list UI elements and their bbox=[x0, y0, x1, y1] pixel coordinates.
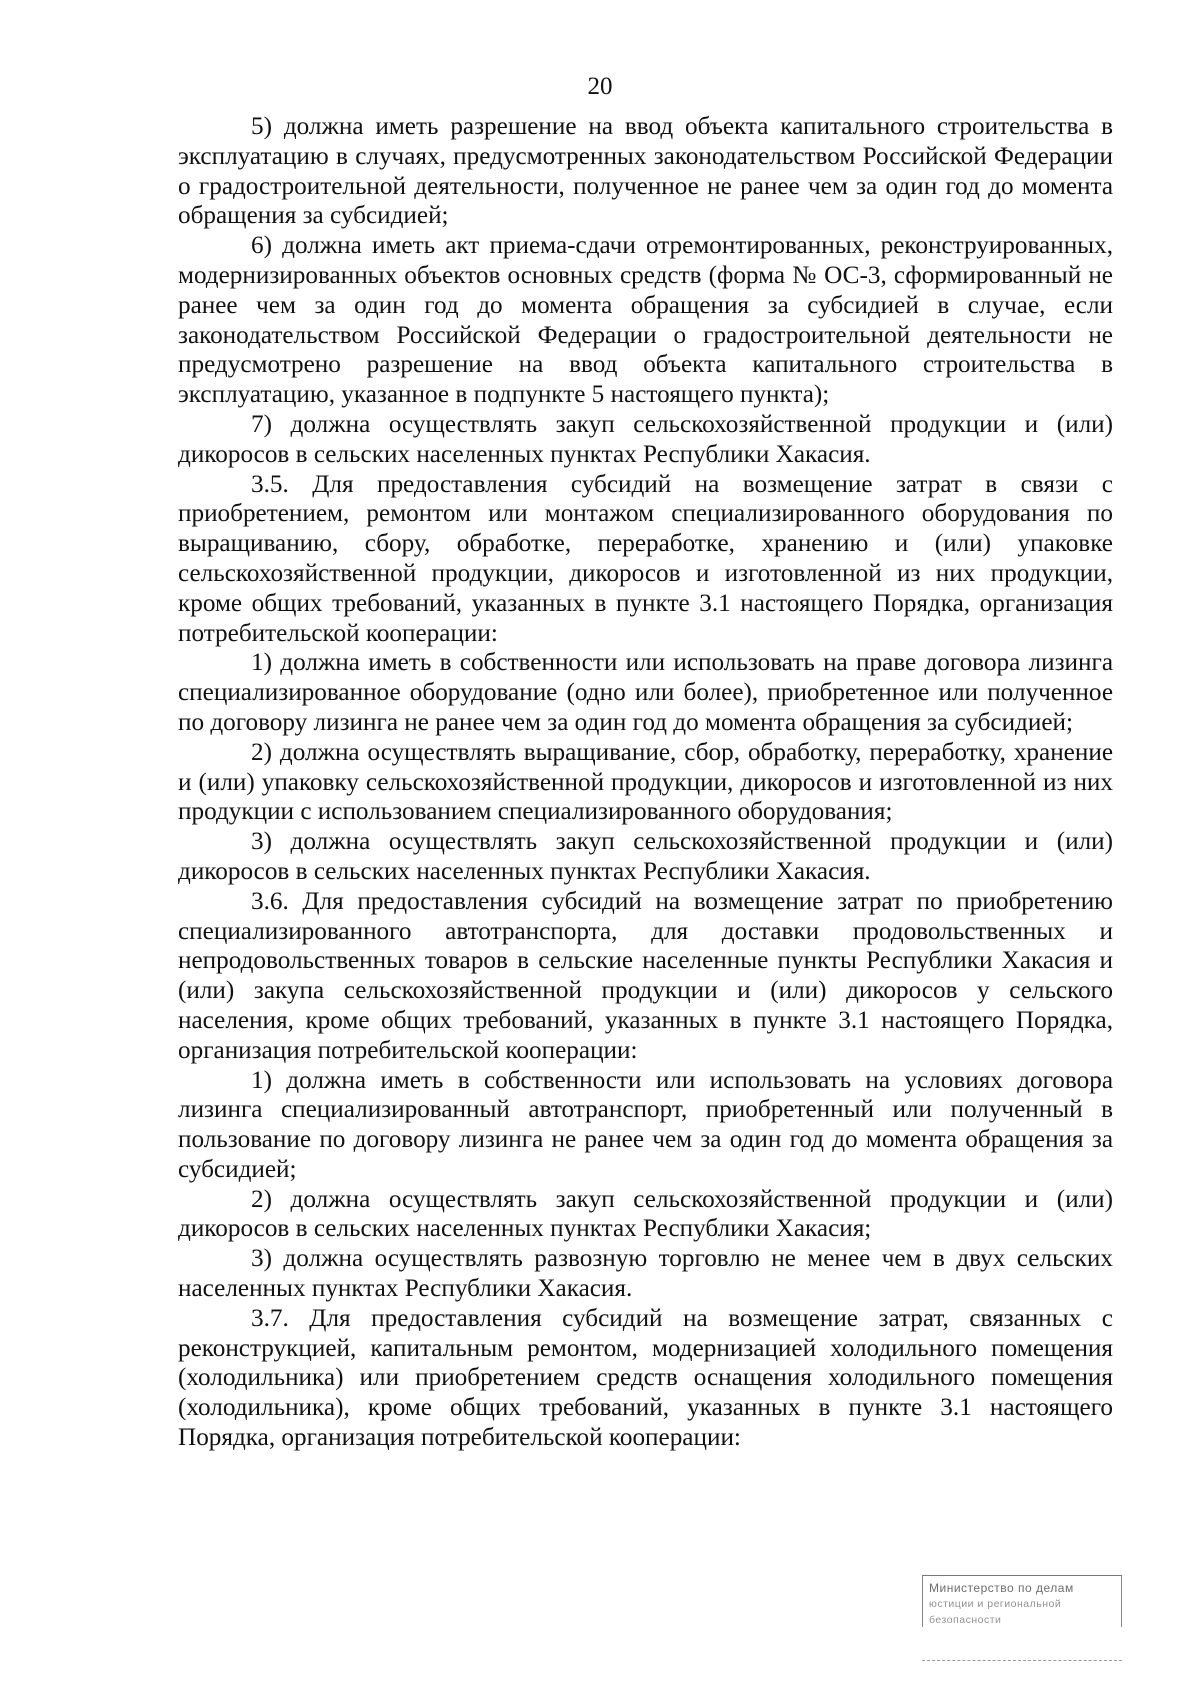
paragraph-item-7: 7) должна осуществлять закуп сельскохозяйственной продукции и (или) дикоросов в сельских населенных пунктах Республики Хакасия. bbox=[178, 410, 1113, 468]
stamp-line-1: Министерство по делам bbox=[929, 1581, 1074, 1595]
paragraph-item-6: 6) должна иметь акт приема-сдачи отремонтированных, реконструированных, модернизированных объектов основных средств (форма № ОС-3, сформированный не ранее чем за один год до момента обращения за субсидией в случае, если законодательством Российской Федерации о градостроительной деятельности не предусмотрено разрешение на ввод объекта капитального строительства в эксплуатацию, указанное в подпункте 5 настоящего пункта); bbox=[178, 232, 1113, 409]
paragraph-section-3-5: 3.5. Для предоставления субсидий на возмещение затрат в связи с приобретением, ремонтом или монтажом специализированного оборудования по выращиванию, сбору, обработке, переработке, хранению и (или) упаковке сельскохозяйственной продукции, дикоросов и изготовленной из них продукции, кроме общих требований, указанных в пункте 3.1 настоящего Порядка, организация потребительской кооперации: bbox=[178, 470, 1113, 647]
document-body bbox=[178, 112, 1113, 1453]
paragraph-section-3-7: 3.7. Для предоставления субсидий на возмещение затрат, связанных с реконструкцией, капитальным ремонтом, модернизацией холодильного помещения (холодильника) или приобретением средств оснащения холодильного помещения (холодильника), кроме общих требований, указанных в пункте 3.1 настоящего Порядка, организация потребительской кооперации: bbox=[178, 1304, 1113, 1452]
paragraph-section-3-6: 3.6. Для предоставления субсидий на возмещение затрат по приобретению специализированного автотранспорта, для доставки продовольственных и непродовольственных товаров в сельские населенные пункты Республики Хакасия и (или) закупа сельскохозяйственной продукции и (или) дикоросов у сельского населения, кроме общих требований, указанных в пункте 3.1 настоящего Порядка, организация потребительской кооперации: bbox=[178, 887, 1113, 1064]
registration-stamp bbox=[922, 1575, 1122, 1627]
stamp-line-2: юстиции и региональной безопасности bbox=[929, 1598, 1062, 1626]
paragraph-3-5-item-2: 2) должна осуществлять выращивание, сбор, обработку, переработку, хранение и (или) упаковку сельскохозяйственной продукции, дикоросов и изготовленной из них продукции с использованием специализированного оборудования; bbox=[178, 738, 1113, 826]
paragraph-item-5: 5) должна иметь разрешение на ввод объекта капитального строительства в эксплуатацию в случаях, предусмотренных законодательством Российской Федерации о градостроительной деятельности, полученное не ранее чем за один год до момента обращения за субсидией; bbox=[178, 113, 1113, 230]
stamp-divider bbox=[922, 1660, 1122, 1663]
paragraph-3-5-item-3: 3) должна осуществлять закуп сельскохозяйственной продукции и (или) дикоросов в сельских населенных пунктах Республики Хакасия. bbox=[178, 828, 1113, 885]
paragraph-3-6-item-3: 3) должна осуществлять развозную торговлю не менее чем в двух сельских населенных пунктах Республики Хакасия. bbox=[178, 1245, 1113, 1303]
paragraph-3-6-item-1: 1) должна иметь в собственности или использовать на условиях договора лизинга специализированный автотранспорт, приобретенный или полученный в пользование по договору лизинга не ранее чем за один год до момента обращения за субсидией; bbox=[178, 1066, 1113, 1183]
paragraph-3-6-item-2: 2) должна осуществлять закуп сельскохозяйственной продукции и (или) дикоросов в сельских населенных пунктах Республики Хакасия; bbox=[178, 1185, 1113, 1243]
page-number: 20 bbox=[587, 73, 613, 100]
paragraph-3-5-item-1: 1) должна иметь в собственности или использовать на праве договора лизинга специализированное оборудование (одно или более), приобретенное или полученное по договору лизинга не ранее чем за один год до момента обращения за субсидией; bbox=[178, 649, 1113, 736]
